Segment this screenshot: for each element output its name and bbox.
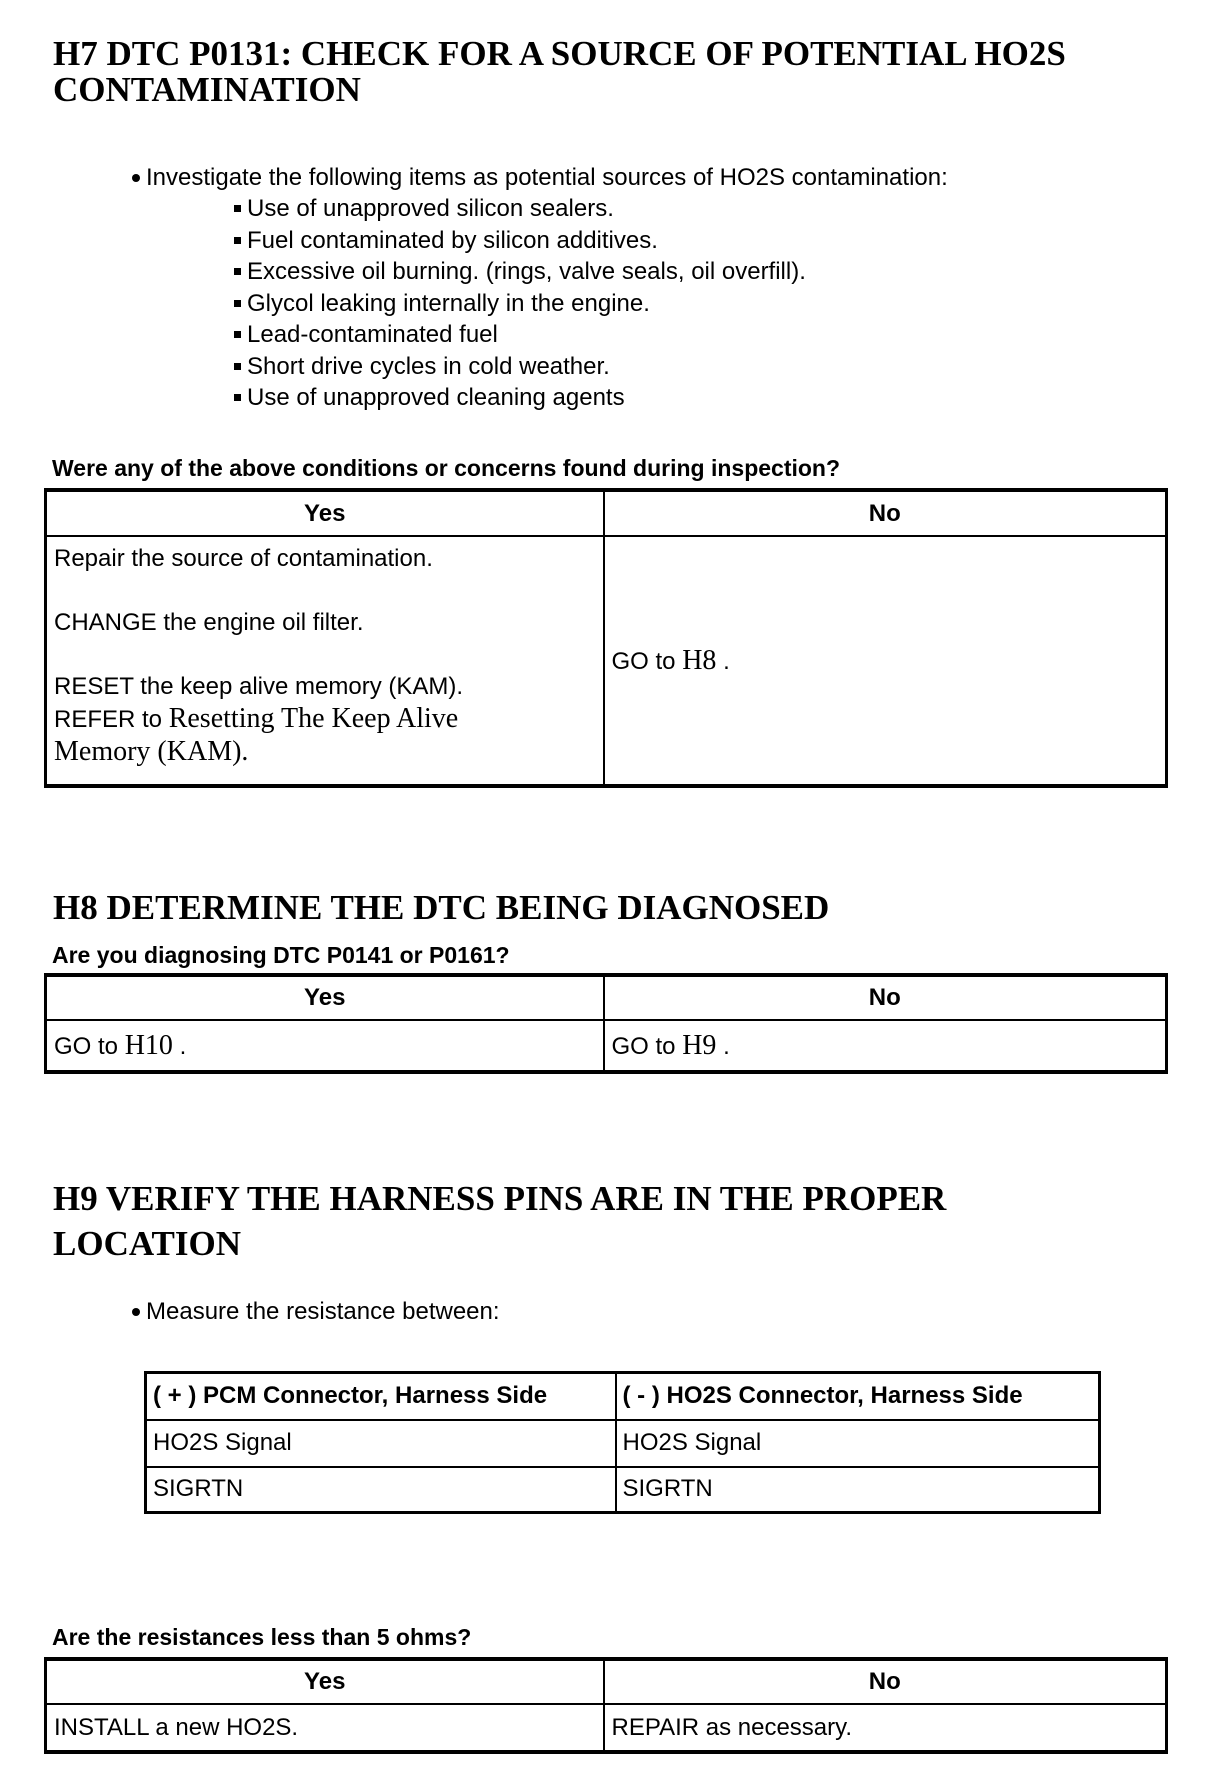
reset-kam-link[interactable]: Resetting The Keep Alive [168, 703, 459, 734]
table-header-row [46, 490, 1167, 536]
h8-decision-table [44, 973, 1168, 1074]
list-item [234, 351, 806, 383]
list-item [234, 225, 806, 257]
h9-title-line1: H9 VERIFY THE HARNESS PINS ARE IN THE PROPER [53, 1179, 947, 1218]
bullet-square-icon [234, 205, 241, 212]
bullet-square-icon [234, 394, 241, 401]
bullet-square-icon [234, 237, 241, 244]
bullet-square-icon [234, 268, 241, 275]
yes-step-refer [54, 703, 596, 736]
list-item [234, 382, 806, 414]
goto-prefix: GO to [611, 647, 683, 675]
h7-title-line2: CONTAMINATION [53, 70, 361, 109]
no-cell [604, 536, 1167, 786]
list-item [234, 319, 806, 351]
no-cell [604, 1020, 1167, 1072]
yes-step-change-filter: CHANGE the engine oil filter. [54, 609, 364, 636]
refer-prefix: REFER to [54, 706, 169, 733]
pcm-pin-cell: SIGRTN [146, 1467, 616, 1513]
pins-table [144, 1371, 1101, 1514]
yes-cell [46, 1020, 604, 1072]
bullet-square-icon [234, 300, 241, 307]
table-row [146, 1467, 1100, 1513]
table-header-row [46, 1659, 1167, 1704]
list-item [234, 193, 806, 225]
list-item [234, 256, 806, 288]
list-item-text: Excessive oil burning. (rings, valve seals, oil overfill). [247, 258, 806, 285]
h7-decision-table [44, 488, 1168, 788]
h9-question: Are the resistances less than 5 ohms? [52, 1624, 472, 1650]
goto-h9-link[interactable]: H9 [682, 1029, 717, 1061]
ho2s-pin-cell: HO2S Signal [616, 1420, 1100, 1467]
yes-step-reset-kam: RESET the keep alive memory (KAM). [54, 673, 464, 700]
list-item [234, 288, 806, 320]
h7-title-line1: H7 DTC P0131: CHECK FOR A SOURCE OF POTENTIAL HO2S [53, 34, 1066, 73]
table-row [46, 1704, 1167, 1752]
yes-cell: INSTALL a new HO2S. [46, 1704, 604, 1752]
bullet-dot-icon [132, 174, 140, 182]
h7-contamination-list [234, 193, 806, 414]
yes-header: Yes [46, 975, 604, 1020]
no-cell: REPAIR as necessary. [604, 1704, 1167, 1752]
no-header: No [604, 975, 1167, 1020]
goto-suffix: . [172, 1032, 187, 1060]
refer-suffix: . [241, 736, 249, 767]
yes-header: Yes [46, 490, 604, 536]
h9-title [53, 1181, 946, 1262]
h8-question: Are you diagnosing DTC P0141 or P0161? [52, 942, 510, 968]
h9-decision-table [44, 1657, 1168, 1754]
no-header: No [604, 1659, 1167, 1704]
h9-intro [132, 1296, 500, 1328]
list-item-text: Use of unapproved cleaning agents [247, 384, 625, 411]
bullet-square-icon [234, 363, 241, 370]
ho2s-connector-header: ( - ) HO2S Connector, Harness Side [616, 1373, 1100, 1420]
bullet-dot-icon [132, 1308, 140, 1316]
goto-h8-link[interactable]: H8 [682, 644, 717, 676]
table-row [46, 536, 1167, 786]
h7-intro-text: Investigate the following items as potential sources of HO2S contamination: [146, 164, 948, 191]
h7-question: Were any of the above conditions or concerns found during inspection? [52, 455, 841, 481]
yes-step-refer-cont [54, 736, 596, 768]
bullet-square-icon [234, 331, 241, 338]
table-header-row [146, 1373, 1100, 1420]
table-row [146, 1420, 1100, 1467]
h9-title-line2: LOCATION [53, 1224, 241, 1263]
pcm-connector-header: ( + ) PCM Connector, Harness Side [146, 1373, 616, 1420]
h7-intro [132, 162, 948, 194]
goto-prefix: GO to [54, 1032, 125, 1060]
yes-header: Yes [46, 1659, 604, 1704]
reset-kam-link-cont[interactable]: Memory (KAM) [54, 736, 242, 767]
list-item-text: Glycol leaking internally in the engine. [247, 289, 650, 317]
goto-suffix: . [716, 647, 730, 675]
yes-step-repair: Repair the source of contamination. [54, 545, 433, 572]
pcm-pin-cell: HO2S Signal [146, 1420, 616, 1467]
goto-h10-link[interactable]: H10 [124, 1029, 173, 1061]
table-header-row [46, 975, 1167, 1020]
goto-prefix: GO to [611, 1032, 683, 1060]
ho2s-pin-cell: SIGRTN [616, 1467, 1100, 1513]
list-item-text: Fuel contaminated by silicon additives. [247, 226, 658, 254]
no-header: No [604, 490, 1167, 536]
list-item-text: Use of unapproved silicon sealers. [247, 195, 614, 222]
yes-cell [46, 536, 604, 786]
goto-suffix: . [716, 1032, 730, 1060]
table-row [46, 1020, 1167, 1072]
h7-title [53, 36, 1066, 108]
h9-intro-text: Measure the resistance between: [146, 1298, 500, 1325]
h8-title: H8 DETERMINE THE DTC BEING DIAGNOSED [53, 888, 830, 927]
list-item-text: Lead-contaminated fuel [247, 321, 498, 348]
list-item-text: Short drive cycles in cold weather. [247, 352, 610, 380]
